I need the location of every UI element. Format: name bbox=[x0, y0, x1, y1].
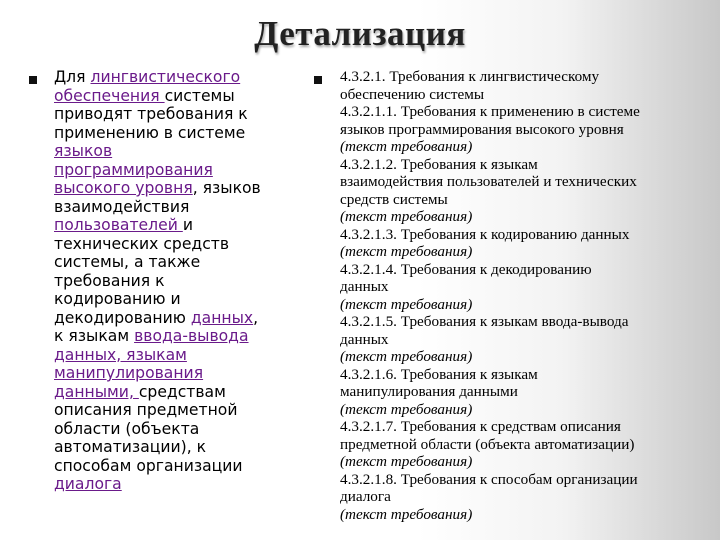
requirement-line: 4.3.2.1.4. Требования к декодированию bbox=[340, 260, 592, 278]
left-text-line bbox=[54, 142, 286, 161]
hyperlink[interactable]: данными, bbox=[54, 382, 139, 401]
left-text-line bbox=[54, 272, 286, 291]
requirement-placeholder: (текст требования) bbox=[340, 138, 473, 155]
text-run: технических средств bbox=[54, 234, 230, 253]
left-text-line bbox=[54, 438, 286, 457]
requirement-line: 4.3.2.1.7. Требования к средствам описания bbox=[340, 418, 621, 435]
text-run: и bbox=[182, 216, 193, 234]
text-run: взаимодействия bbox=[54, 197, 190, 216]
text-run: системы bbox=[164, 86, 235, 105]
hyperlink[interactable]: ввода-вывода bbox=[134, 327, 249, 345]
requirement-placeholder: (текст требования) bbox=[340, 295, 473, 313]
left-text-line bbox=[54, 216, 286, 235]
left-text-line bbox=[54, 309, 286, 328]
hyperlink[interactable]: языков bbox=[54, 142, 113, 160]
left-text-line bbox=[54, 401, 286, 420]
requirement-line: взаимодействия пользователей и технических bbox=[340, 173, 637, 190]
hyperlink[interactable]: данных, языкам bbox=[54, 345, 187, 364]
requirement-placeholder: (текст требования) bbox=[340, 400, 473, 418]
left-text-line bbox=[54, 253, 286, 272]
left-text-line bbox=[54, 161, 286, 180]
text-run: , bbox=[253, 308, 259, 327]
requirement-line: данных bbox=[340, 278, 389, 295]
requirement-line: 4.3.2.1.6. Требования к языкам bbox=[340, 365, 538, 383]
hyperlink[interactable]: диалога bbox=[54, 475, 122, 493]
left-text-line bbox=[54, 198, 286, 217]
left-bullet-text bbox=[54, 68, 286, 494]
left-text-line bbox=[54, 235, 286, 254]
left-text-line bbox=[54, 124, 286, 143]
requirement-placeholder: (текст требования) bbox=[340, 453, 473, 470]
left-text-line bbox=[54, 457, 286, 476]
text-run: приводят требования к bbox=[54, 105, 248, 123]
requirement-line: языков программирования высокого уровня bbox=[340, 120, 624, 138]
left-text-line bbox=[54, 346, 286, 365]
text-run: средствам bbox=[138, 382, 226, 401]
hyperlink[interactable]: манипулирования bbox=[54, 364, 204, 382]
hyperlink[interactable]: пользователей bbox=[54, 216, 183, 234]
text-run: декодированию bbox=[54, 308, 191, 327]
text-run: описания предметной bbox=[54, 401, 238, 419]
text-run: системы, а также bbox=[54, 253, 201, 271]
requirement-line: 4.3.2.1. Требования к лингвистическому bbox=[340, 68, 600, 85]
requirement-line: данных bbox=[340, 330, 389, 348]
text-run: требования к bbox=[54, 271, 165, 290]
left-text-line bbox=[54, 327, 286, 346]
text-run: автоматизации), к bbox=[54, 438, 207, 456]
left-text-line bbox=[54, 364, 286, 383]
hyperlink[interactable]: программирования bbox=[54, 160, 213, 179]
left-text-line bbox=[54, 87, 286, 106]
requirement-line: 4.3.2.1.1. Требования к применению в системе bbox=[340, 103, 640, 120]
text-run: к языкам bbox=[54, 327, 135, 345]
left-text-line bbox=[54, 290, 286, 309]
left-text-line bbox=[54, 179, 286, 198]
left-text-line bbox=[54, 383, 286, 402]
text-run: Для bbox=[54, 68, 91, 86]
requirement-placeholder: (текст требования) bbox=[340, 208, 473, 225]
text-run: способам организации bbox=[54, 456, 243, 475]
text-run: применению в системе bbox=[54, 123, 246, 142]
requirement-placeholder: (текст требования) bbox=[340, 243, 473, 260]
requirement-line: предметной области (объекта автоматизации) bbox=[340, 435, 635, 453]
requirement-line: 4.3.2.1.8. Требования к способам организации bbox=[340, 470, 638, 488]
left-text-line bbox=[54, 420, 286, 439]
requirement-placeholder: (текст требования) bbox=[340, 505, 473, 523]
hyperlink[interactable]: обеспечения bbox=[54, 86, 165, 105]
requirement-line: 4.3.2.1.3. Требования к кодированию данных bbox=[340, 225, 630, 243]
requirement-placeholder: (текст требования) bbox=[340, 348, 473, 365]
requirement-line: манипулирования данными bbox=[340, 383, 518, 400]
right-bullet-text bbox=[340, 68, 710, 523]
requirement-line: средств системы bbox=[340, 190, 448, 208]
hyperlink[interactable]: лингвистического bbox=[90, 68, 241, 86]
text-run: кодированию и bbox=[54, 290, 181, 308]
requirement-line: диалога bbox=[340, 488, 391, 505]
bullet-square-icon bbox=[314, 76, 322, 84]
left-text-line bbox=[54, 68, 286, 87]
hyperlink[interactable]: высокого уровня bbox=[54, 179, 193, 197]
text-run: области (объекта bbox=[54, 419, 200, 438]
hyperlink[interactable]: данных bbox=[190, 308, 254, 327]
left-text-line bbox=[54, 105, 286, 124]
requirement-line: обеспечению системы bbox=[340, 85, 485, 103]
slide-title: Детализация bbox=[254, 14, 466, 53]
left-text-line bbox=[54, 475, 286, 494]
requirement-line: 4.3.2.1.5. Требования к языкам ввода-вывода bbox=[340, 313, 629, 330]
bullet-square-icon bbox=[29, 76, 37, 84]
text-run: , языков bbox=[192, 179, 261, 197]
requirement-line: 4.3.2.1.2. Требования к языкам bbox=[340, 155, 538, 173]
